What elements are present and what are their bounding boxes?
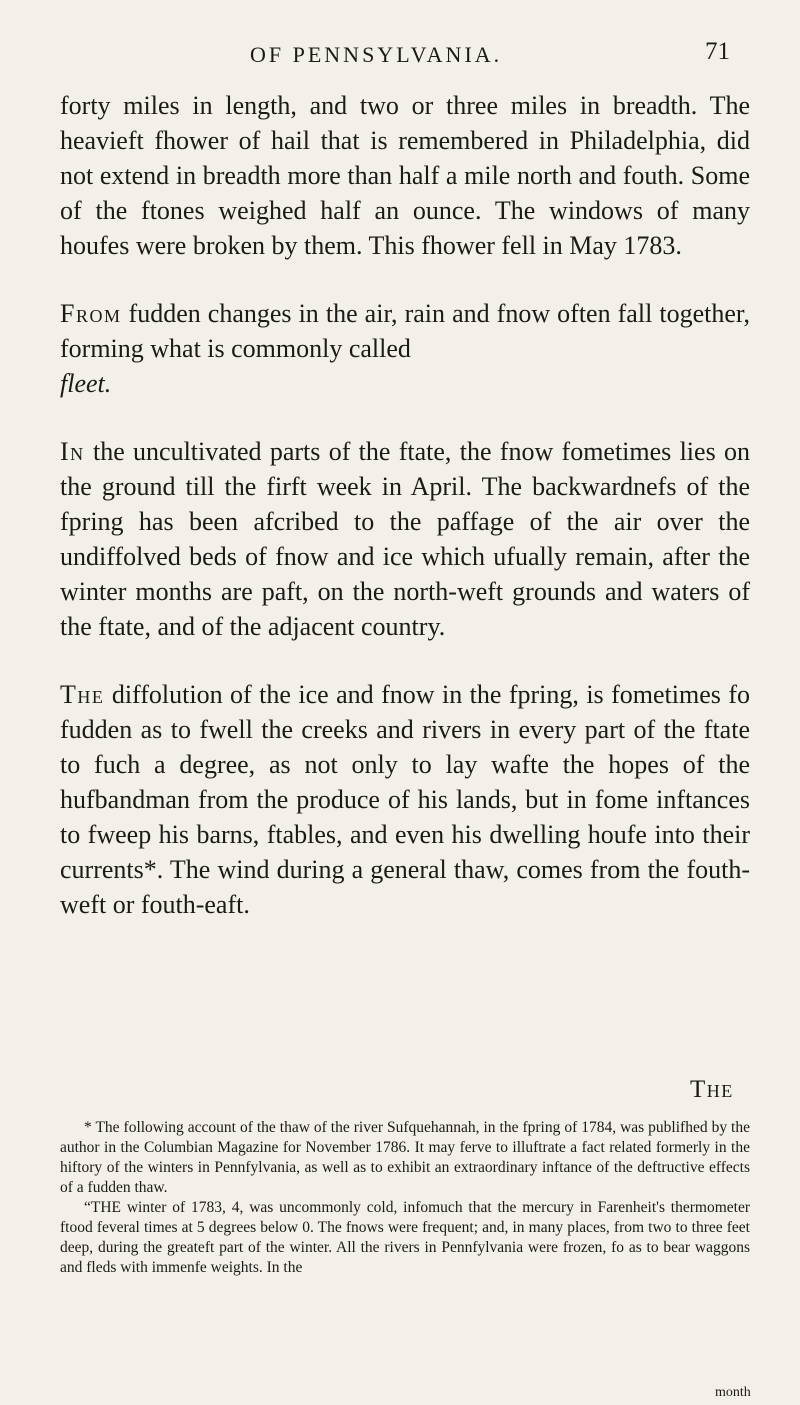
paragraph-1	[60, 88, 750, 263]
paragraph-lead-word: The	[60, 680, 105, 709]
paragraph-text: diffolution of the ice and fnow in the fpring, is fometimes fo fudden as to fwell the creeks and rivers in every part of the ftate to fuch a degree, as not only to lay wafte the hopes of the hufbandman from the produce of his lands, but in fome inftances to fweep his barns, ftables, and even his dwelling houfe into their currents*. The wind during a general thaw, comes from the fouth-weft or fouth-eaft.	[60, 680, 750, 919]
footnote-catchword: month	[715, 1385, 751, 1400]
body-text	[60, 88, 750, 955]
running-head-title: OF PENNSYLVANIA.	[250, 42, 503, 67]
paragraph-2	[60, 296, 750, 401]
catchword: The	[690, 1076, 734, 1103]
paragraph-text: fudden changes in the air, rain and fnow often fall together, forming what is commonly called	[60, 299, 750, 363]
footnote	[60, 1118, 750, 1278]
paragraph-4	[60, 677, 750, 922]
paragraph-lead-word: From	[60, 299, 122, 328]
footnote-paragraph-2: “THE winter of 1783, 4, was uncommonly cold, infomuch that the mercury in Farenheit's thermometer ftood feveral times at 5 degrees below 0. The fnows were frequent; and, in many places, from two to three feet deep, during the greateft part of the winter. All the rivers in Pennfylvania were frozen, fo as to bear waggons and fleds with immenfe weights. In the	[60, 1199, 750, 1276]
paragraph-text: forty miles in length, and two or three miles in breadth. The heavieft fhower of hail that is remembered in Philadelphia, did not extend in breadth more than half a mile north and fouth. Some of the ftones weighed half an ounce. The windows of many houfes were broken by them. This fhower fell in May 1783.	[60, 91, 750, 260]
paragraph-3	[60, 434, 750, 644]
paragraph-lead-word: In	[60, 437, 85, 466]
paragraph-text: the uncultivated parts of the ftate, the fnow fometimes lies on the ground till the firft week in April. The backwardnefs of the fpring has been afcribed to the paffage of the air over the undiffolved beds of fnow and ice which ufually remain, after the winter months are paft, on the north-weft grounds and waters of the ftate, and of the adjacent country.	[60, 437, 750, 641]
footnote-paragraph-1: * The following account of the thaw of the river Sufquehannah, in the fpring of 1784, was publifhed by the author in the Columbian Magazine for November 1786. It may ferve to illuftrate a fact related formerly in the hiftory of the winters in Pennfylvania, as well as to exhibit an extraordinary inftance of the deftructive effects of a fudden thaw.	[60, 1119, 750, 1196]
italic-term: fleet.	[60, 369, 112, 398]
page-number: 71	[705, 38, 730, 65]
